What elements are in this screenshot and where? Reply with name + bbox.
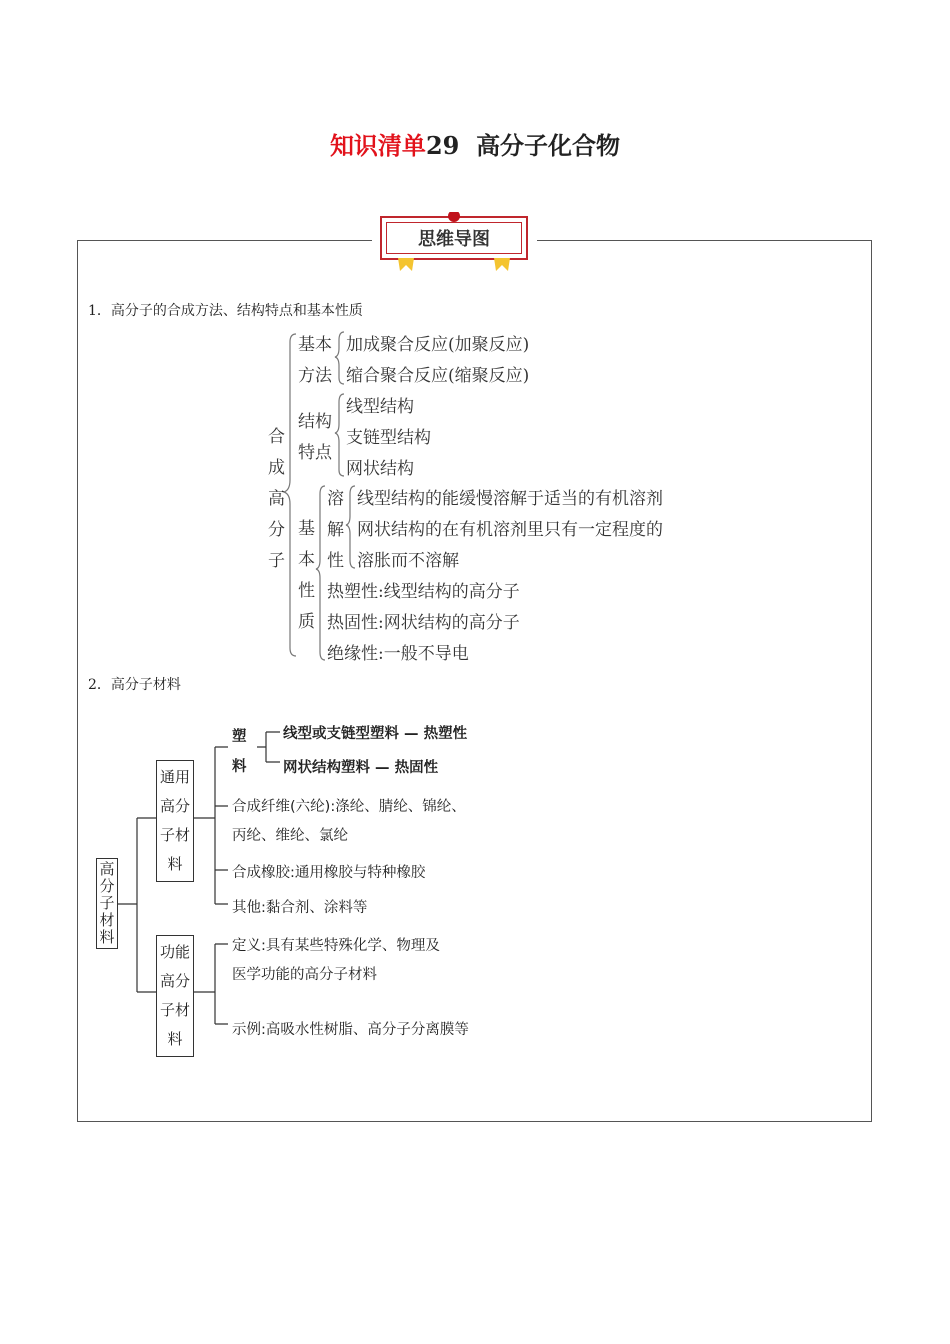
structure-label-1: 结构: [298, 412, 332, 432]
badge-label: 思维导图: [386, 222, 522, 254]
title-prefix: 知识清单: [329, 131, 426, 160]
solubility-label: 溶 解 性: [327, 489, 344, 571]
solubility-item: 溶胀而不溶解: [357, 551, 459, 571]
example-line: 示例:高吸水性树脂、高分子分离膜等: [232, 1022, 469, 1038]
method-item: 加成聚合反应(加聚反应): [346, 335, 530, 355]
root-char: 高: [268, 489, 285, 509]
other-line: 其他:黏合剂、涂料等: [232, 900, 368, 916]
method-label-2: 方法: [298, 366, 332, 386]
title-number: 29: [425, 131, 460, 160]
property-label: 基 本 性 质: [298, 519, 315, 632]
root-char: 合: [268, 427, 285, 447]
root-char: 子: [268, 551, 285, 571]
section1-root-label: [268, 422, 285, 577]
structure-item: 支链型结构: [346, 428, 431, 448]
title-text: 高分子化合物: [476, 131, 621, 160]
fiber-line: 合成纤维(六纶):涤纶、腈纶、锦纶、: [232, 799, 466, 815]
section2-heading: 2．高分子材料: [88, 677, 181, 693]
fiber-line: 丙纶、维纶、氯纶: [232, 828, 348, 844]
rubber-line: 合成橡胶:通用橡胶与特种橡胶: [232, 865, 426, 881]
plastic-label: 塑 料: [232, 729, 247, 775]
materials-root-box: 高 分 子 材 料: [96, 858, 118, 949]
definition-line: 定义:具有某些特殊化学、物理及: [232, 938, 440, 954]
property-item: 热固性:网状结构的高分子: [327, 613, 520, 633]
general-materials-box: 通用 高分 子材 料: [156, 760, 194, 882]
root-char: 成: [268, 458, 285, 478]
definition-line: 医学功能的高分子材料: [232, 967, 377, 983]
functional-materials-box: 功能 高分 子材 料: [156, 935, 194, 1057]
property-item: 热塑性:线型结构的高分子: [327, 582, 520, 602]
method-item: 缩合聚合反应(缩聚反应): [346, 366, 530, 386]
solubility-item: 线型结构的能缓慢溶解于适当的有机溶剂: [357, 489, 663, 509]
plastic-item: 线型或支链型塑料 — 热塑性: [283, 726, 468, 742]
section1-heading: 1．高分子的合成方法、结构特点和基本性质: [88, 303, 363, 319]
structure-item: 线型结构: [346, 397, 414, 417]
property-item: 绝缘性:一般不导电: [327, 644, 469, 664]
plastic-item: 网状结构塑料 — 热固性: [283, 760, 439, 776]
solubility-item: 网状结构的在有机溶剂里只有一定程度的: [357, 520, 663, 540]
structure-item: 网状结构: [346, 459, 414, 479]
root-char: 分: [268, 520, 285, 540]
method-label-1: 基本: [298, 335, 332, 355]
structure-label-2: 特点: [298, 443, 332, 463]
